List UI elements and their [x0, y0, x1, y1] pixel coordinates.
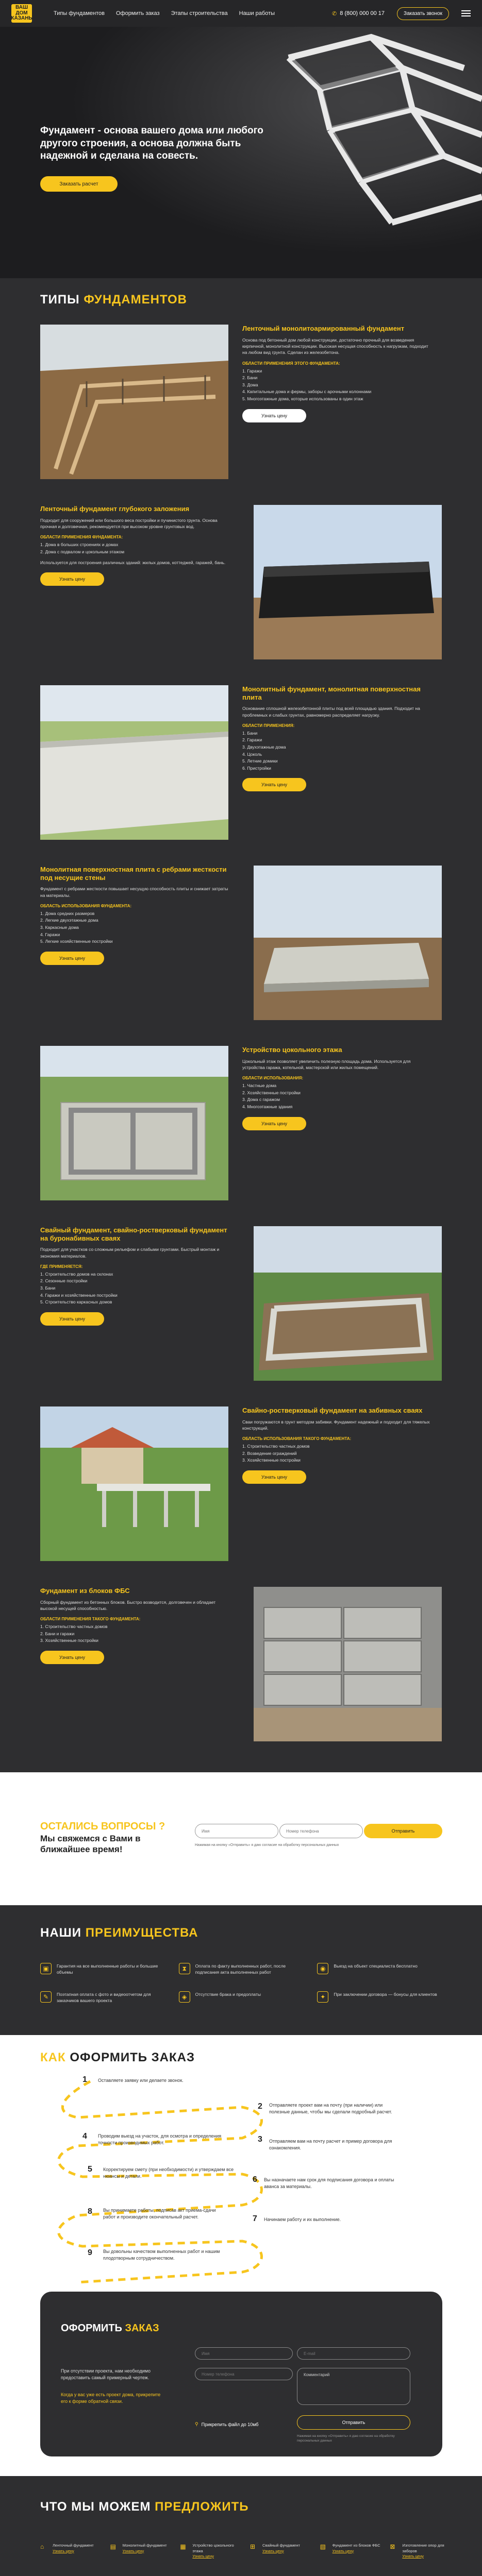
advantage-text: Оплата по факту выполненных работ, после подписания акта выполненных работ [195, 1963, 286, 1975]
phone-input[interactable] [279, 1824, 363, 1838]
price-button[interactable]: Узнать цену [40, 1312, 104, 1326]
offer-price-link[interactable]: Узнать цену [262, 2548, 284, 2553]
shield-icon: ◈ [179, 1991, 190, 2003]
consent-note: Нажимая на кнопку «Отправить» я даю согласие на обработку персональных данных [195, 1843, 339, 1847]
hero [0, 27, 482, 278]
name-input[interactable] [195, 1824, 278, 1838]
offer-item [390, 2543, 453, 2560]
attach-label: Прикрепить файл до 10мб [201, 2421, 259, 2427]
order-comment-input[interactable]: Комментарий [297, 2368, 410, 2405]
questions-section [0, 1772, 482, 1905]
foundation-usage-head: ОБЛАСТИ ПРИМЕНЕНИЯ ФУНДАМЕНТА: [40, 535, 123, 540]
advantages-section [0, 1905, 482, 2035]
list-item: 4. Капитальные дома и фермы, заборы с арочными колоннами [242, 389, 372, 395]
foundation-usage-head: ОБЛАСТЬ ИСПОЛЬЗОВАНИЯ ТАКОГО ФУНДАМЕНТА: [242, 1436, 352, 1442]
logo-text-3: КАЗАНЬ [11, 15, 32, 22]
header [0, 0, 482, 27]
foundation-desc: Основа под бетонный дом любой конструкции, достаточно прочный для возведения кирпичной, монолитной конструкции. Высокая несущая способность к нагрузкам, подходит на любом вид грунта. Сделан из железобетона. [242, 337, 428, 355]
list-item: 2. Легкие двухэтажные дома [40, 918, 98, 923]
nav-item-types[interactable]: Типы фундаментов [54, 10, 105, 16]
offer-text: Монолитный фундамент [122, 2543, 167, 2548]
logo-text-2: ДОМ [15, 10, 28, 16]
foundation-text [40, 866, 228, 965]
types-title-yellow: ФУНДАМЕНТОВ [84, 293, 187, 307]
step-number: 2 [258, 2102, 262, 2111]
price-button[interactable]: Узнать цену [242, 778, 306, 791]
order-form-title [61, 2323, 159, 2334]
step-text: Проводим выезд на участок, для осмотра и определения точности производимых работ. [98, 2133, 222, 2145]
foundation-desc: Цокольный этаж позволяет увеличить полезную площадь дома. Используется для устройства гаража, котельной, мастерской или жилых помещений. [242, 1058, 411, 1070]
offer-title-yellow: ПРЕДЛОЖИТЬ [155, 2500, 249, 2514]
foundation-item [0, 680, 482, 860]
list-item: 6. Пристройки [242, 765, 271, 771]
list-item: 3. Дома [242, 382, 258, 387]
foundation-text [40, 1226, 228, 1326]
foundation-photo [40, 325, 228, 479]
questions-title: ОСТАЛИСЬ ВОПРОСЫ ? [40, 1821, 165, 1832]
advantage-item [179, 1991, 309, 2004]
foundation-text [242, 1046, 430, 1130]
list-item: 3. Дома с гаражом [242, 1097, 280, 1103]
foundation-desc: Основание сплошной железобетонной плиты под всей площадью здания. Подходит на проблемных и слабых грунтах, равномерно распределяет нагрузку. [242, 706, 420, 718]
nav-item-order[interactable]: Оформить заказ [115, 10, 160, 16]
foundation-usage-head: ГДЕ ПРИМЕНЯЕТСЯ: [40, 1264, 83, 1269]
bonus-icon: ✦ [317, 1991, 328, 2003]
list-item: 2. Дома с подвалом и цокольным этажом [40, 549, 125, 554]
list-item: 2. Хозяйственные постройки [242, 1090, 301, 1095]
logo[interactable] [11, 4, 32, 23]
foundation-text [242, 1406, 430, 1484]
advantages-title-yellow: ПРЕИМУЩЕСТВА [85, 1926, 198, 1940]
logo-text-1: ВАШ [15, 5, 28, 11]
nav-item-stages[interactable]: Этапы строительства [171, 10, 228, 16]
order-email-input[interactable] [297, 2347, 410, 2360]
offer-item [180, 2543, 243, 2560]
foundation-item [0, 1221, 482, 1401]
offer-section [0, 2476, 482, 2576]
advantages-grid [40, 1963, 447, 2004]
foundation-usage-head: ОБЛАСТИ ПРИМЕНЕНИЯ: [242, 723, 295, 728]
fence-icon: ⊠ [390, 2543, 395, 2550]
price-button[interactable]: Узнать цену [40, 1651, 104, 1664]
foundation-text [40, 1587, 228, 1664]
price-button[interactable]: Узнать цену [40, 572, 104, 586]
list-item: 1. Частные дома [242, 1083, 277, 1089]
offer-text: Ленточный фундамент [53, 2543, 94, 2548]
step-number: 7 [253, 2214, 257, 2223]
offer-title-white: ЧТО МЫ МОЖЕМ [40, 2500, 151, 2514]
foundation-usage-head: ОБЛАСТИ ПРИМЕНЕНИЯ ТАКОГО ФУНДАМЕНТА: [40, 1617, 141, 1622]
foundation-title: Монолитная поверхностная плита с ребрами жесткости под несущие стены [40, 866, 227, 882]
advantages-title [0, 1905, 482, 1946]
list-item: 1. Гаражи [242, 368, 262, 374]
blocks-icon: ▧ [320, 2543, 326, 2550]
offer-text: Свайный фундамент [262, 2543, 300, 2548]
basement-icon: ▦ [180, 2543, 186, 2550]
foundation-text [40, 505, 228, 586]
step-text: Отправляем вам на почту расчет и пример договора для ознакомления. [269, 2139, 392, 2150]
foundation-usage-head: ОБЛАСТЬ ИСПОЛЬЗОВАНИЯ ФУНДАМЕНТА: [40, 903, 132, 908]
foundation-usage-list [242, 1443, 430, 1464]
advantage-text: Гарантия на все выполненные работы и большие объемы [57, 1963, 158, 1975]
step-number: 1 [82, 2075, 87, 2084]
offer-item [250, 2543, 313, 2560]
foundation-title: Свайный фундамент, свайно-ростверковый фундамент на буронабивных сваях [40, 1226, 227, 1242]
offer-text: Изготовление опор для заборов [402, 2543, 444, 2553]
order-form [40, 2292, 442, 2456]
list-item: 5. Легкие хозяйственные постройки [40, 939, 113, 944]
foundation-photo [40, 1406, 228, 1561]
foundation-item [0, 319, 482, 500]
report-icon: ✎ [40, 1991, 52, 2003]
offer-price-link[interactable]: Узнать цену [192, 2554, 214, 2558]
list-item: 4. Цоколь [242, 751, 262, 757]
foundation-title: Ленточный монолитоармированный фундамент [242, 325, 405, 332]
list-item: 1. Строительство частных домов [242, 1444, 310, 1449]
foundation-desc: Подходит для участков со сложным рельефом и слабыми грунтами. Быстрый монтаж и экономия материалов. [40, 1247, 220, 1259]
foundation-title: Свайно-ростверковый фундамент на забивных сваях [242, 1406, 423, 1414]
phone-link[interactable] [332, 10, 385, 17]
foundation-note: Используется для построения различных зданий: жилых домов, коттеджей, гаражей, бань. [40, 560, 226, 566]
foundation-usage-head: ОБЛАСТИ ПРИМЕНЕНИЯ ЭТОГО ФУНДАМЕНТА: [242, 361, 340, 366]
paperclip-icon: ⚲ [195, 2421, 198, 2427]
price-button[interactable]: Узнать цену [242, 409, 306, 422]
foundation-item [0, 500, 482, 680]
foundation-item [0, 1401, 482, 1582]
list-item: 2. Сезонные постройки [40, 1278, 88, 1284]
foundation-item [0, 1582, 482, 1762]
step-text: Вы довольны качеством выполненных работ и нашим плодотворным сотрудничеством. [103, 2249, 220, 2261]
foundation-photo [254, 505, 442, 659]
step-number: 9 [88, 2248, 92, 2257]
foundation-usage-head: ОБЛАСТИ ИСПОЛЬЗОВАНИЯ: [242, 1076, 304, 1081]
questions-submit-button[interactable]: Отправить [364, 1824, 442, 1838]
offer-price-link[interactable]: Узнать цену [53, 2548, 74, 2553]
offer-price-link[interactable]: Узнать цену [402, 2554, 424, 2558]
advantage-item [40, 1991, 171, 2004]
list-item: 1. Строительство частных домов [40, 1624, 108, 1630]
advantage-text: Поэтапная оплата с фото и видеоотчетом для заказчиков вашего проекта [57, 1991, 151, 2003]
foundation-desc: Сваи погружаются в грунт методом забивки. Фундамент надежный и подходит для тяжелых конструкций. [242, 1419, 430, 1431]
step-text: Отправляете проект вам на почту (при наличии) или полезные данные, чтобы мы сделали подробный расчет. [269, 2103, 392, 2114]
list-item: 1. Бани [242, 730, 258, 736]
list-item: 2. Бани [242, 375, 258, 381]
questions-subtitle: Мы свяжемся с Вами в ближайшее время! [40, 1834, 141, 1855]
list-item: 1. Строительство домов на склонах [40, 1271, 113, 1277]
foundation-title: Устройство цокольного этажа [242, 1046, 342, 1054]
order-phone-input[interactable] [195, 2368, 293, 2380]
foundation-title: Ленточный фундамент глубокого заложения [40, 505, 190, 513]
order-consent-note: Нажимая на кнопку «Отправить» я даю согласие на обработку персональных данных [297, 2434, 395, 2443]
payment-icon: ⧗ [179, 1963, 190, 1974]
advantages-title-white: НАШИ [40, 1926, 82, 1940]
foundation-photo [254, 1226, 442, 1381]
nav-item-works[interactable]: Наши работы [239, 10, 275, 16]
foundation-usage-list [242, 1082, 430, 1110]
order-form-title-yellow: ЗАКАЗ [125, 2323, 159, 2334]
foundation-usage-list [40, 541, 228, 555]
offer-item [110, 2543, 173, 2560]
step-number: 6 [253, 2175, 257, 2184]
list-item: 1. Дома средних размеров [40, 910, 95, 916]
step-text: Корректируем смету (при необходимости) и утверждаем все нюансы и детали. [103, 2167, 234, 2179]
price-button[interactable]: Узнать цену [242, 1117, 306, 1130]
callback-button[interactable]: Заказать звонок [397, 7, 449, 20]
step-text: Вы принимаете работы, подписав акт приема-сдачи работ и производите окончательный расчет. [103, 2208, 216, 2219]
list-item: 4. Гаражи [40, 931, 60, 937]
order-title-white: ОФОРМИТЬ ЗАКАЗ [70, 2050, 195, 2064]
foundation-usage-list [40, 1623, 228, 1645]
foundation-photo [254, 866, 442, 1020]
foundation-desc: Фундамент с ребрами жесткости повышает несущую способность плиты и снижает затраты на материалы. [40, 886, 228, 898]
advantage-item [317, 1963, 447, 1976]
order-form-text: При отсутствии проекта, нам необходимо предоставить самый примерный чертеж. [61, 2368, 151, 2381]
guarantee-icon: ▣ [40, 1963, 52, 1974]
foundation-usage-list [40, 1271, 228, 1306]
order-form-subtext: Когда у вас уже есть проект дома, прикрепите его к форме обратной связи. [61, 2392, 161, 2404]
order-title-yellow: КАК [40, 2050, 66, 2064]
offer-item [40, 2543, 103, 2560]
advantage-text: Выезд на объект специалиста бесплатно [334, 1963, 418, 1969]
list-item: 2. Гаражи [242, 737, 262, 743]
price-button[interactable]: Узнать цену [40, 952, 104, 965]
advantage-item [179, 1963, 309, 1976]
foundation-desc: Подходит для сооружений или большого веса постройки и пучинистого грунта. Основа прочная и долговечная, рекомендуется при высоком уровне грунтовых вод. [40, 517, 218, 529]
list-item: 5. Летние домики [242, 758, 278, 764]
foundation-usage-list [242, 730, 430, 772]
list-item: 3. Хозяйственные постройки [242, 1458, 301, 1463]
order-section [0, 2035, 482, 2476]
step-number: 5 [88, 2165, 92, 2174]
offer-price-link[interactable]: Узнать цену [122, 2548, 144, 2553]
foundation-item [0, 1041, 482, 1221]
main-nav [54, 10, 320, 16]
list-item: 2. Возведение ограждений [242, 1450, 297, 1456]
types-title [0, 278, 482, 319]
hero-title: Фундамент - основа вашего дома или любого другого строения, а основа должна быть надежной и сделана на совесть. [40, 125, 263, 162]
advantage-text: При заключении договора — бонусы для клиентов [334, 1991, 437, 1997]
list-item: 5. Строительство каркасных домов [40, 1299, 112, 1305]
foundation-photo [40, 685, 228, 840]
offer-item [320, 2543, 383, 2560]
order-form-title-white: ОФОРМИТЬ [61, 2323, 122, 2334]
list-item: 3. Двухэтажные дома [242, 744, 286, 750]
foundation-usage-list [242, 368, 430, 403]
list-item: 5. Многоэтажные дома, которые использованы в один этаж [242, 396, 363, 401]
foundation-photo [40, 1046, 228, 1200]
attach-file-button[interactable] [195, 2421, 258, 2427]
order-name-input[interactable] [195, 2347, 293, 2360]
step-number: 4 [82, 2132, 87, 2141]
price-button[interactable]: Узнать цену [242, 1470, 306, 1484]
list-item: 1. Дома в больших строениях и домах [40, 542, 119, 548]
phone-number: 8 (800) 000 00 17 [340, 10, 385, 16]
piles-icon: ⊞ [250, 2543, 256, 2550]
step-number: 3 [258, 2135, 262, 2144]
offer-text: Устройство цокольного этажа [192, 2543, 234, 2553]
step-number: 8 [88, 2207, 92, 2216]
foundation-photo [254, 1587, 442, 1741]
list-item: 3. Каркасные дома [40, 925, 79, 930]
foundation-text [242, 685, 430, 791]
camera-icon: ◉ [317, 1963, 328, 1974]
offer-title [0, 2476, 482, 2517]
foundation-item [0, 860, 482, 1041]
advantage-item [40, 1963, 171, 1976]
offer-text: Фундамент из блоков ФБС [332, 2543, 380, 2548]
step-text: Оставляете заявку или делаете звонок. [98, 2078, 184, 2083]
order-submit-button[interactable]: Отправить [297, 2415, 410, 2430]
menu-icon[interactable] [461, 10, 471, 16]
step-text: Вы назначаете нам срок для подписания договора и оплаты аванса за материалы. [264, 2177, 394, 2189]
list-item: 3. Бани [40, 1285, 56, 1291]
list-item: 3. Хозяйственные постройки [40, 1638, 98, 1643]
phone-icon: ✆ [331, 10, 337, 17]
foundation-text [242, 325, 430, 422]
advantage-text: Отсутствие брака и предоплаты [195, 1991, 261, 1997]
hero-calc-button[interactable]: Заказать расчет [40, 176, 118, 192]
slab-icon: ▤ [110, 2543, 116, 2550]
foundation-desc: Сборный фундамент из бетонных блоков. Быстро возводится, долговечен и обладает высокой несущей способностью. [40, 1599, 216, 1611]
offer-price-link[interactable]: Узнать цену [332, 2548, 354, 2553]
foundation-usage-list [40, 910, 228, 945]
foundation-title: Фундамент из блоков ФБС [40, 1587, 130, 1595]
foundation-title: Монолитный фундамент, монолитная поверхностная плита [242, 685, 421, 701]
list-item: 4. Многоэтажные здания [242, 1104, 293, 1109]
foundation-list [0, 319, 482, 1762]
house-icon: ⌂ [40, 2543, 44, 2550]
offer-grid [40, 2543, 453, 2560]
advantage-item [317, 1991, 447, 2004]
types-title-white: ТИПЫ [40, 293, 80, 307]
list-item: 2. Бани и гаражи [40, 1631, 75, 1636]
list-item: 4. Гаражи и хозяйственные постройки [40, 1292, 118, 1298]
step-text: Начинаем работу и их выполнение. [264, 2217, 341, 2222]
